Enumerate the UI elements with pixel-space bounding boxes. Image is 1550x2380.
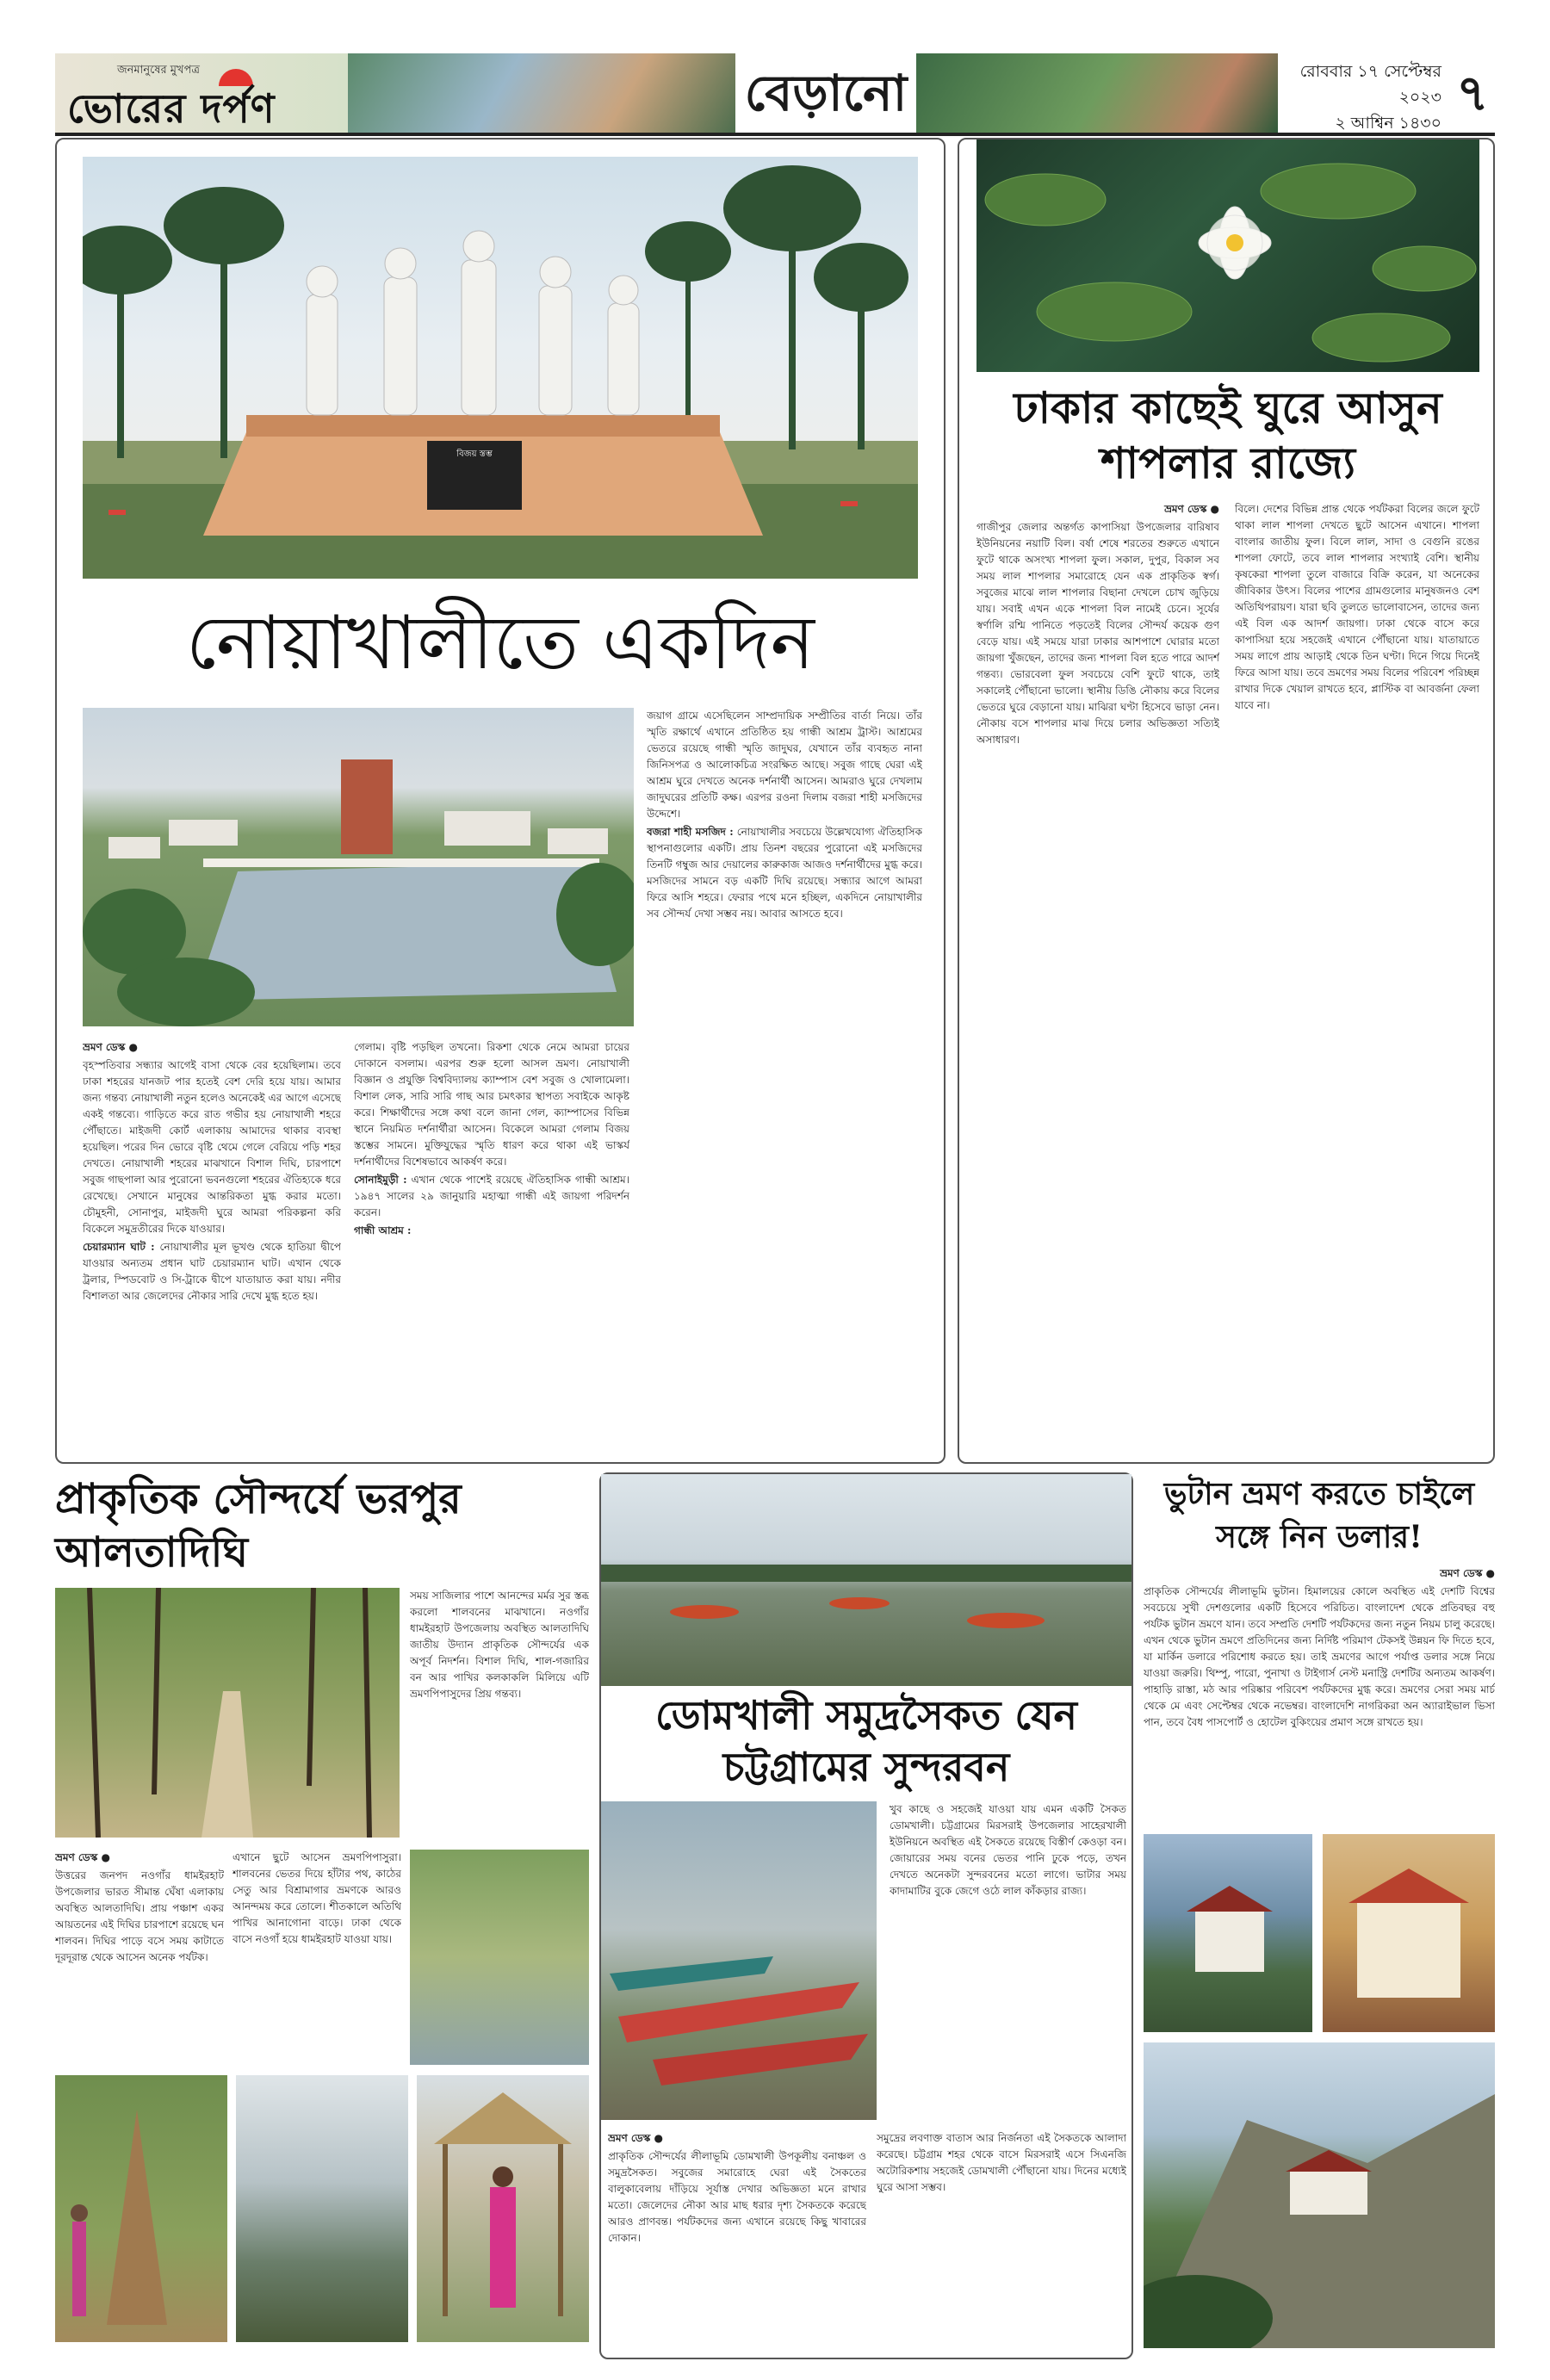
pond-photo bbox=[410, 1850, 589, 2065]
article-shapla bbox=[958, 138, 1495, 1464]
issue-date-bangla: ২ আশ্বিন ১৪৩০ bbox=[1335, 114, 1442, 133]
boats-beach-photo-bottom bbox=[601, 1801, 877, 2120]
boats-beach-photo-top bbox=[601, 1474, 1132, 1686]
altadighi-byline: ভ্রমণ ডেস্ক ● bbox=[55, 1851, 110, 1863]
water-lily-photo bbox=[976, 139, 1479, 372]
headline-bhutan-line-1: ভুটান ভ্রমণ করতে চাইলে bbox=[1163, 1476, 1475, 1512]
monument-illustration bbox=[83, 157, 918, 579]
forest-illustration bbox=[55, 1588, 400, 1838]
bhutan-text-column bbox=[1144, 1565, 1495, 1824]
noakhali-col3-text: জয়াগ গ্রামে এসেছিলেন সাম্প্রদায়িক সম্প্রীতির বার্তা নিয়ে। তাঁর স্মৃতি রক্ষার্থে এখানে প্রতিষ্ঠিত হয় গান্ধী আশ্রম ট্রাস্ট। আশ্রমের ভেতরে রয়েছে গান্ধী স্মৃতি জাদুঘর, যেখানে তাঁর ব্যবহৃত নানা জিনিসপত্র ও আলোকচিত্র সংরক্ষিত আছে। সবুজ গাছে ঘেরা এই আশ্রম ঘুরে দেখতে অনেক দর্শনার্থী আসেন। আমরাও ঘুরে দেখলাম জাদুঘরের প্রতিটি কক্ষ। এরপর রওনা দিলাম বজরা শাহী মসজিদের উদ্দেশে। bbox=[647, 710, 922, 820]
noakhali-column-2 bbox=[354, 1039, 629, 1453]
bhutan-text: প্রাকৃতিক সৌন্দর্যের লীলাভূমি ভুটান। হিমালয়ের কোলে অবস্থিত এই দেশটি বিশ্বের সবচেয়ে সুখী দেশগুলোর একটি হিসেবে পরিচিত। বাংলাদেশ থেকে প্রতিবছর বহু পর্যটক ভুটান ভ্রমণে যান। তবে সম্প্রতি দেশটি পর্যটকদের জন্য নতুন নিয়ম চালু করেছে। এখন থেকে ভুটান ভ্রমণে প্রতিদিনের জন্য নির্দিষ্ট পরিমাণ টেকসই উন্নয়ন ফি দিতে হবে, যা মার্কিন ডলারে পরিশোধ করতে হয়। তাই ভ্রমণের আগে পর্যাপ্ত ডলার সঙ্গে নিয়ে যাওয়া জরুরি। থিম্পু, পারো, পুনাখা ও টাইগার্স নেস্ট মনাস্ট্রি দেশটির অন্যতম আকর্ষণ। পাহাড়ি রাস্তা, মঠ আর পরিষ্কার পরিবেশ পর্যটকদের মুগ্ধ করে। ভ্রমণের সেরা সময় মার্চ থেকে মে এবং সেপ্টেম্বর থেকে নভেম্বর। বাংলাদেশি নাগরিকরা অন অ্যারাইভাল ভিসা পান, তবে বৈধ পাসপোর্ট ও হোটেল বুকিংয়ের প্রমাণ সঙ্গে রাখতে হয়। bbox=[1144, 1585, 1495, 1728]
headline-domkhali-line-1: ডোমখালী সমুদ্রসৈকত যেন bbox=[655, 1692, 1077, 1739]
domkhali-column-3 bbox=[877, 2130, 1126, 2350]
altadighi-column-1 bbox=[55, 1850, 224, 2065]
domkhali-col1-text: খুব কাছে ও সহজেই যাওয়া যায় এমন একটি সৈকত ডোমখালী। চট্টগ্রামের মিরসরাই উপজেলার সাহেরখালী ইউনিয়নে অবস্থিত এই সৈকতে রয়েছে বিস্তীর্ণ কেওড়া বন। জোয়ারের সময় বনের ভেতর পানি ঢুকে পড়ে, তখন দেখতে অনেকটা সুন্দরবনের মতো লাগে। ভাটার সময় কাদামাটির বুকে জেগে ওঠে লাল কাঁকড়ার রাজ্য। bbox=[890, 1803, 1126, 1897]
noakhali-col1-text: বৃহস্পতিবার সন্ধ্যার আগেই বাসা থেকে বের হয়েছিলাম। তবে ঢাকা শহরের যানজট পার হতেই বেশ দেরি হয়ে যায়। আমার জন্য গন্তব্য নোয়াখালী নতুন হলেও অনেকেই এর আগে এসেছে একই গন্তব্যে। গাড়িতে করে রাত গভীর হয় নোয়াখালী শহরে পৌঁছাতে। মাইজদী কোর্ট এলাকায় আমাদের থাকার ব্যবস্থা হয়েছিল। পরের দিন ভোরে বৃষ্টি থেমে গেলে বেরিয়ে পড়ি শহর দেখতে। নোয়াখালী শহরের মাঝখানে বিশাল দিঘি, চারপাশে সবুজ গাছপালা আর পুরোনো ভবনগুলো শহরের ঐতিহ্যকে ধরে রেখেছে। সেখানে মানুষের আন্তরিকতা মুগ্ধ করার মতো। চৌমুহনী, সোনাপুর, মাইজদী ঘুরে আমরা পরিকল্পনা করি বিকেলে সমুদ্রতীরের দিকে যাওয়ার। bbox=[83, 1059, 341, 1235]
article-bhutan bbox=[1144, 1472, 1495, 2359]
boats-illustration bbox=[601, 1474, 1132, 1686]
noakhali-col1b-text: নোয়াখালীর মূল ভূখণ্ড থেকে হাতিয়া দ্বীপে যাওয়ার অন্যতম প্রধান ঘাট চেয়ারম্যান ঘাট। এখান থেকে ট্রলার, স্পিডবোট ও সি-ট্রাকে দ্বীপে যাতায়াত করা যায়। নদীর বিশালতা আর জেলেদের নৌকার সারি দেখে মুগ্ধ হতে হয়। bbox=[83, 1241, 341, 1302]
headline-shapla-line-1: ঢাকার কাছেই ঘুরে আসুন bbox=[1014, 382, 1442, 433]
headline-domkhali-line-2: চট্টগ্রামের সুন্দরবন bbox=[722, 1744, 1010, 1790]
masthead bbox=[55, 53, 1495, 136]
noakhali-subhead-2: সোনাইমুড়ী : bbox=[354, 1174, 407, 1186]
shapla-col2-text: বিলে। দেশের বিভিন্ন প্রান্ত থেকে পর্যটকরা বিলের জলে ফুটে থাকা লাল শাপলা দেখতে ছুটে আসেন এখানে। শাপলা বাংলার জাতীয় ফুল। বিলে লাল, সাদা ও বেগুনি রঙের শাপলা ফোটে, তবে লাল শাপলার সংখ্যাই বেশি। স্থানীয় কৃষকেরা শাপলা তুলে বাজারে বিক্রি করেন, যা অনেকের জীবিকার উৎস। বিলের পাশের গ্রামগুলোর মানুষজনও বেশ অতিথিপরায়ণ। যারা ছবি তুলতে ভালোবাসেন, তাদের জন্য এই বিল এক আদর্শ জায়গা। ঢাকা থেকে বাসে করে কাপাসিয়া হয়ে সহজেই এখানে পৌঁছানো যায়। যাতায়াতে সময় লাগে প্রায় আড়াই থেকে তিন ঘণ্টা। দিনে গিয়ে দিনেই ফিরে আসা যায়। তবে ভ্রমণের সময় বিলের পরিবেশ পরিচ্ছন্ন রাখার দিকে খেয়াল রাখতে হবে, প্লাস্টিক বা আবর্জনা ফেলা যাবে না। bbox=[1235, 503, 1479, 711]
logo-tagline: জনমানুষের মুখপত্র bbox=[117, 64, 200, 77]
noakhali-col2b-text: এখান থেকে পাশেই রয়েছে ঐতিহাসিক গান্ধী আশ্রম। ১৯৪৭ সালের ২৯ জানুয়ারি মহাত্মা গান্ধী এই জায়গা পরিদর্শন করেন। bbox=[354, 1174, 629, 1218]
headline-noakhali: নোয়াখালীতে একদিন bbox=[186, 600, 815, 686]
cliff-monastery-illustration bbox=[1144, 2042, 1495, 2348]
domkhali-col2-text: প্রাকৃতিক সৌন্দর্যের লীলাভূমি ডোমখালী উপকূলীয় বনাঞ্চল ও সমুদ্রসৈকত। সবুজের সমারোহে ঘেরা এই সৈকতের বালুকাবেলায় দাঁড়িয়ে সূর্যাস্ত দেখার অভিজ্ঞতা মনে রাখার মতো। জেলেদের নৌকা আর মাছ ধরার দৃশ্য সৈকতকে করেছে আরও প্রাণবন্ত। পর্যটকদের জন্য এখানে রয়েছে কিছু খাবারের দোকান। bbox=[608, 2150, 866, 2244]
tigers-nest-photo bbox=[1144, 2042, 1495, 2348]
noakhali-column-3 bbox=[647, 708, 922, 1453]
lily-illustration bbox=[976, 139, 1479, 372]
bhutan-dzong-photo-left bbox=[1144, 1834, 1312, 2032]
shapla-column-2 bbox=[1235, 501, 1479, 1448]
headline-bhutan bbox=[1144, 1472, 1495, 1559]
dzong-illustration bbox=[1144, 1834, 1312, 2032]
domkhali-column-1 bbox=[890, 1801, 1126, 2120]
mound-illustration bbox=[55, 2075, 227, 2342]
article-domkhali bbox=[599, 1472, 1133, 2359]
issue-date bbox=[1278, 59, 1442, 136]
article-noakhali bbox=[55, 138, 946, 1464]
headline-domkhali bbox=[601, 1689, 1132, 1793]
altadighi-column-2 bbox=[232, 1850, 401, 2065]
temple-illustration bbox=[1323, 1834, 1495, 2032]
shapla-column-1 bbox=[976, 501, 1219, 1448]
bhutan-dzong-photo-right bbox=[1323, 1834, 1495, 2032]
newspaper-logo[interactable] bbox=[55, 53, 348, 133]
page-number: ৭ bbox=[1456, 64, 1489, 122]
noakhali-subhead-1: চেয়ারম্যান ঘাট : bbox=[83, 1241, 155, 1253]
article-altadighi bbox=[55, 1472, 589, 2359]
masthead-photo-left bbox=[348, 53, 735, 133]
shapla-col1-text: গাজীপুর জেলার অন্তর্গত কাপাসিয়া উপজেলার বারিষাব ইউনিয়নের নয়াটি বিল। বর্ষা শেষে শরতের শুরুতে এখানে ফুটে থাকে অসংখ্য শাপলা ফুল। সকাল, দুপুর, বিকাল সব সময় লাল শাপলার সমারোহে যেন এক প্রাকৃতিক স্বর্গ। সবুজের মাঝে লাল শাপলার বিছানা দেখলে চোখ জুড়িয়ে যায়। সবাই এখন একে শাপলা বিল নামেই চেনে। সূর্যের স্বর্ণালি রশ্মি পানিতে পড়তেই বিলের সৌন্দর্য কয়েক গুণ বেড়ে যায়। এই সময়ে যারা ঢাকার আশপাশে ঘোরার মতো জায়গা খুঁজছেন, তাদের জন্য শাপলা বিল হতে পারে আদর্শ গন্তব্য। ভোরবেলা ফুল সবচেয়ে বেশি ফুটে থাকে, তাই সকালেই পৌঁছানো ভালো। স্থানীয় ডিঙি নৌকায় করে বিলের ভেতরে ঘুরে বেড়ানো যায়। মাঝিরা ঘণ্টা হিসেবে ভাড়া নেন। নৌকায় বসে শাপলার মাঝ দিয়ে চলার অভিজ্ঞতা সত্যিই অসাধারণ। bbox=[976, 521, 1219, 746]
forest-path-photo bbox=[55, 1588, 400, 1838]
aerial-illustration bbox=[83, 708, 634, 1026]
noakhali-subhead-4: বজরা শাহী মসজিদ : bbox=[647, 826, 734, 838]
aerial-city-photo bbox=[83, 708, 634, 1026]
lake-view-photo bbox=[236, 2075, 408, 2342]
termite-mound-photo bbox=[55, 2075, 227, 2342]
domkhali-column-2 bbox=[608, 2130, 866, 2350]
red-boats-illustration bbox=[601, 1801, 877, 2120]
monument-photo bbox=[83, 157, 918, 579]
noakhali-column-1 bbox=[83, 1039, 341, 1453]
headline-bhutan-line-2: সঙ্গে নিন ডলার! bbox=[1216, 1519, 1423, 1555]
altadighi-col1-text: উত্তরের জনপদ নওগাঁর ধামইরহাট উপজেলার ভারত সীমান্ত ঘেঁষা এলাকায় অবস্থিত আলতাদিঘি। প্রায় পঞ্চাশ একর আয়তনের এই দিঘির চারপাশে রয়েছে ঘন শালবন। দিঘির পাড়ে বসে সময় কাটাতে দূরদূরান্ত থেকে আসেন অনেক পর্যটক। bbox=[55, 1869, 224, 1963]
headline-shapla-line-2: শাপলার রাজ্যে bbox=[1100, 437, 1356, 488]
issue-date-gregorian: রোববার ১৭ সেপ্টেম্বর ২০২৩ bbox=[1299, 62, 1442, 107]
bhutan-byline: ভ্রমণ ডেস্ক ● bbox=[1440, 1567, 1495, 1579]
altadighi-top-column bbox=[410, 1588, 589, 1838]
headline-altadighi-line-1: প্রাকৃতিক সৌন্দর্যে ভরপুর bbox=[55, 1475, 462, 1523]
headline-shapla bbox=[976, 381, 1479, 491]
woman-gazebo-photo bbox=[417, 2075, 589, 2342]
gazebo-illustration bbox=[417, 2075, 589, 2342]
masthead-photo-right bbox=[916, 53, 1278, 133]
noakhali-byline: ভ্রমণ ডেস্ক ● bbox=[83, 1041, 138, 1053]
noakhali-subhead-3: গান্ধী আশ্রম : bbox=[354, 1224, 412, 1236]
shapla-byline: ভ্রমণ ডেস্ক ● bbox=[1164, 503, 1219, 515]
headline-altadighi-line-2: আলতাদিঘি bbox=[55, 1528, 249, 1577]
domkhali-byline: ভ্রমণ ডেস্ক ● bbox=[608, 2132, 663, 2144]
noakhali-col2-text: গেলাম। বৃষ্টি পড়ছিল তখনো। রিকশা থেকে নেমে আমরা চায়ের দোকানে বসলাম। এরপর শুরু হলো আসল ভ্রমণ। নোয়াখালী বিজ্ঞান ও প্রযুক্তি বিশ্ববিদ্যালয় ক্যাম্পাস বেশ সবুজ ও খোলামেলা। বিশাল লেক, সারি সারি গাছ আর চমৎকার স্থাপত্য সবাইকে আকৃষ্ট করে। শিক্ষার্থীদের সঙ্গে কথা বলে জানা গেল, ক্যাম্পাসের বিভিন্ন স্থানে নিয়মিত দর্শনার্থীরা আসেন। বিকেলে আমরা গেলাম বিজয় স্তম্ভের সামনে। মুক্তিযুদ্ধের স্মৃতি ধারণ করে থাকা এই ভাস্কর্য দর্শনার্থীদের বিশেষভাবে আকর্ষণ করে। bbox=[354, 1041, 629, 1168]
noakhali-col3b-text: নোয়াখালীর সবচেয়ে উল্লেখযোগ্য ঐতিহাসিক স্থাপনাগুলোর একটি। প্রায় তিনশ বছরের পুরোনো এই মসজিদের তিনটি গম্বুজ আর দেয়ালের কারুকাজ আজও দর্শনার্থীদের মুগ্ধ করে। মসজিদের সামনে বড় একটি দিঘি রয়েছে। সন্ধ্যার আগে আমরা ফিরে আসি শহরে। ফেরার পথে মনে হচ্ছিল, একদিনে নোয়াখালীর সব সৌন্দর্য দেখা সম্ভব নয়। আবার আসতে হবে। bbox=[647, 826, 922, 920]
altadighi-col2-text: এখানে ছুটে আসেন ভ্রমণপিপাসুরা। শালবনের ভেতর দিয়ে হাঁটার পথ, কাঠের সেতু আর বিশ্রামাগার ভ্রমণকে আরও আনন্দময় করে তোলে। শীতকালে অতিথি পাখির আনাগোনা বাড়ে। ঢাকা থেকে বাসে নওগাঁ হয়ে ধামইরহাট যাওয়া যায়। bbox=[232, 1851, 401, 1945]
headline-altadighi bbox=[55, 1472, 589, 1579]
plaque-text: বিজয় স্তম্ভ bbox=[456, 449, 493, 459]
newspaper-name: ভোরের দর্পণ bbox=[67, 85, 276, 132]
section-title: বেড়ানো bbox=[735, 53, 916, 133]
altadighi-top-text: সময় সাজিলার পাশে আনন্দের মর্মর সুর স্তব্ধ করলো শালবনের মাঝখানে। নওগাঁর ধামইরহাট উপজেলায় অবস্থিত আলতাদিঘি জাতীয় উদ্যান প্রাকৃতিক সৌন্দর্যের এক অপূর্ব নিদর্শন। বিশাল দিঘি, শাল-গজারির বন আর পাখির কলকাকলি মিলিয়ে এটি ভ্রমণপিপাসুদের প্রিয় গন্তব্য। bbox=[410, 1590, 589, 1700]
domkhali-col3-text: সমুদ্রের লবণাক্ত বাতাস আর নির্জনতা এই সৈকতকে আলাদা করেছে। চট্টগ্রাম শহর থেকে বাসে মিরসরাই এসে সিএনজি অটোরিকশায় সহজেই ডোমখালী পৌঁছানো যায়। দিনের মধ্যেই ঘুরে আসা সম্ভব। bbox=[877, 2132, 1126, 2193]
